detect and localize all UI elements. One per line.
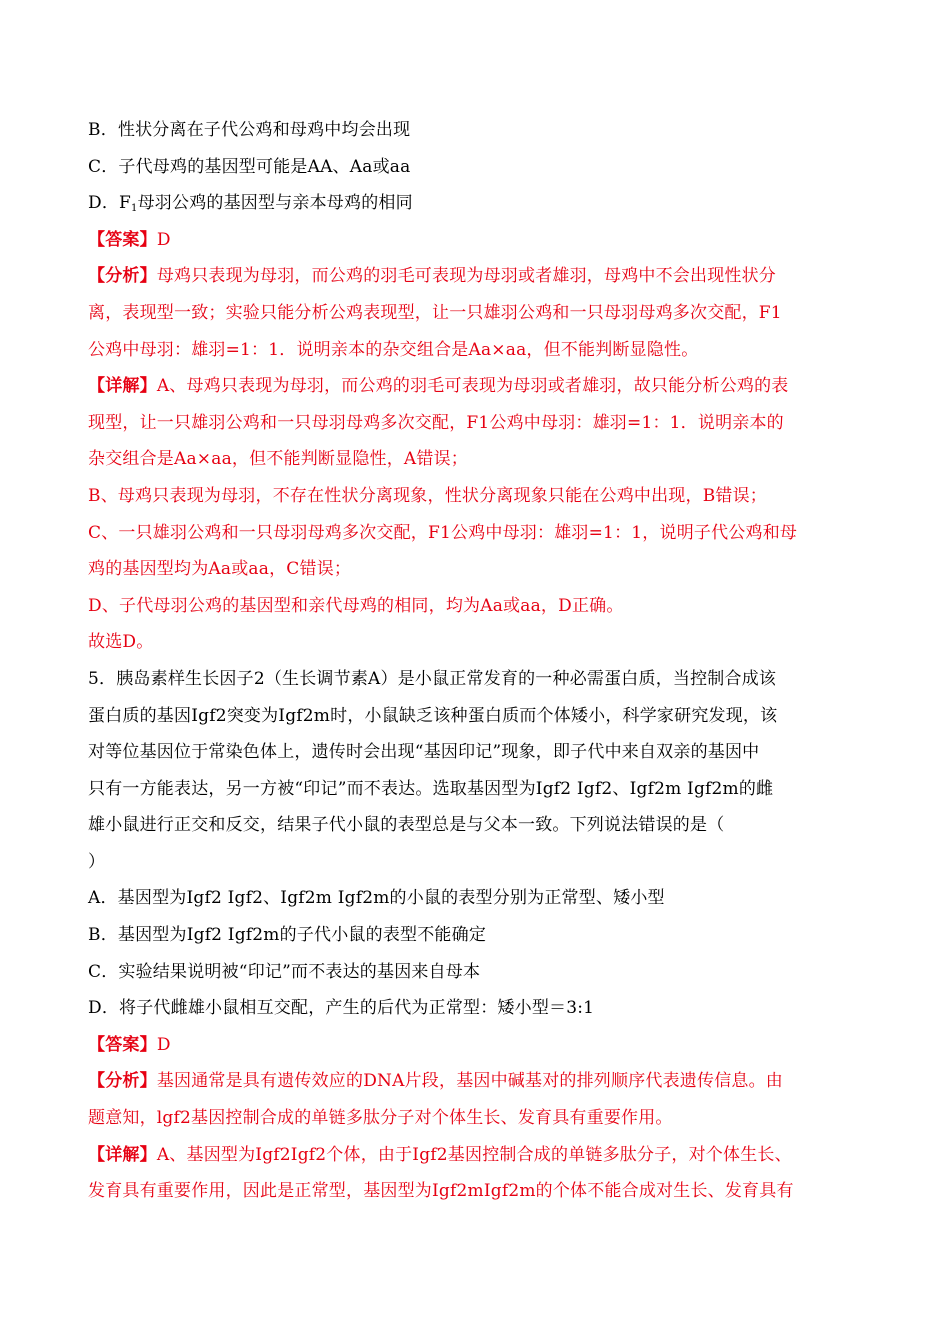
q4-detail-line-1	[88, 368, 878, 405]
q4-option-d-prefix: D．F	[88, 193, 132, 214]
q5-analysis-label: 【分析】	[88, 1071, 157, 1092]
q4-option-b: B．性状分离在子代公鸡和母鸡中均会出现	[88, 120, 411, 140]
q5-answer-label: 【答案】	[88, 1034, 157, 1055]
q4-detail-line-7: D、子代母羽公鸡的基因型和亲代母鸡的相同，均为Aa或aa，D正确。	[88, 595, 624, 616]
q4-analysis-line-1	[88, 258, 878, 295]
q5-stem-line-2: 蛋白质的基因Igf2突变为Igf2m时，小鼠缺乏该种蛋白质而个体矮小，科学家研究发现，该	[88, 705, 778, 726]
q5-stem-line-5: 雄小鼠进行正交和反交，结果子代小鼠的表型总是与父本一致。下列说法错误的是（	[88, 815, 725, 836]
q4-answer-value: D	[156, 229, 171, 250]
q5-analysis-text-1: 基因通常是具有遗传效应的DNA片段，基因中碱基对的排列顺序代表遗传信息。由	[156, 1071, 783, 1092]
q4-option-d-text: 母羽公鸡的基因型与亲本母鸡的相同	[137, 193, 413, 214]
q4-answer-label: 【答案】	[88, 229, 157, 250]
q4-option-d	[88, 185, 878, 222]
q4-detail-line-3: 杂交组合是Aa×aa，但不能判断显隐性，A错误；	[88, 449, 469, 470]
q4-detail-line-2: 现型，让一只雄羽公鸡和一只母羽母鸡多次交配，F1公鸡中母羽：雄羽=1：1．说明亲本的	[88, 412, 784, 433]
q5-stem-line-1: 5．胰岛素样生长因子2（生长调节素A）是小鼠正常发育的一种必需蛋白质，当控制合成该	[88, 668, 777, 689]
q5-detail-label: 【详解】	[88, 1144, 157, 1165]
q5-option-d: D．将子代雌雄小鼠相互交配，产生的后代为正常型：矮小型＝3:1	[88, 998, 595, 1019]
q4-detail-line-4: B、母鸡只表现为母羽，不存在性状分离现象，性状分离现象只能在公鸡中出现，B错误；	[88, 485, 767, 506]
q4-analysis-line-3: 公鸡中母羽：雄羽=1：1．说明亲本的杂交组合是Aa×aa，但不能判断显隐性。	[88, 339, 699, 360]
q5-stem-line-4: 只有一方能表达，另一方被“印记”而不表达。选取基因型为Igf2 Igf2、Igf2m Igf2m的雌	[88, 778, 774, 799]
q5-detail-line-2: 发育具有重要作用，因此是正常型，基因型为Igf2mIgf2m的个体不能合成对生长、发育具有	[88, 1181, 794, 1202]
q4-analysis-line-2: 离，表现型一致；实验只能分析公鸡表现型，让一只雄羽公鸡和一只母羽母鸡多次交配，F1	[88, 302, 782, 323]
q4-detail-line-5: C、一只雄羽公鸡和一只母羽母鸡多次交配，F1公鸡中母羽：雄羽=1：1，说明子代公鸡和母	[88, 522, 798, 543]
q5-detail-line-1	[88, 1137, 878, 1174]
q5-answer-value: D	[156, 1034, 171, 1055]
q5-analysis-line-1	[88, 1063, 878, 1100]
q4-detail-text-1: A、母鸡只表现为母羽，而公鸡的羽毛可表现为母羽或者雄羽，故只能分析公鸡的表	[156, 376, 789, 397]
q5-stem-line-6: ）	[88, 851, 106, 872]
q4-analysis-label: 【分析】	[88, 266, 157, 287]
q5-analysis-line-2: 题意知，lgf2基因控制合成的单链多肽分子对个体生长、发育具有重要作用。	[88, 1108, 673, 1129]
q4-detail-label: 【详解】	[88, 376, 157, 397]
q4-answer	[88, 222, 878, 259]
q4-detail-line-6: 鸡的基因型均为Aa或aa，C错误；	[88, 559, 352, 580]
q5-option-b: B．基因型为Igf2 Igf2m的子代小鼠的表型不能确定	[88, 925, 487, 946]
document-content	[88, 112, 878, 1210]
q4-option-c: C．子代母鸡的基因型可能是AA、Aa或aa	[88, 156, 411, 177]
q4-option-d-subscript: 1	[131, 203, 138, 215]
q5-answer	[88, 1027, 878, 1064]
q5-detail-text-1: A、基因型为Igf2Igf2个体，由于Igf2基因控制合成的单链多肽分子，对个体生长、	[156, 1144, 792, 1165]
q5-option-c: C．实验结果说明被“印记”而不表达的基因来自母本	[88, 961, 481, 982]
q5-option-a: A．基因型为Igf2 Igf2、Igf2m Igf2m的小鼠的表型分别为正常型、矮小型	[88, 888, 665, 909]
q4-analysis-text-1: 母鸡只表现为母羽，而公鸡的羽毛可表现为母羽或者雄羽，母鸡中不会出现性状分	[156, 266, 777, 287]
q5-stem-line-3: 对等位基因位于常染色体上，遗传时会出现“基因印记”现象，即子代中来自双亲的基因中	[88, 742, 760, 763]
q4-conclusion: 故选D。	[88, 632, 154, 653]
